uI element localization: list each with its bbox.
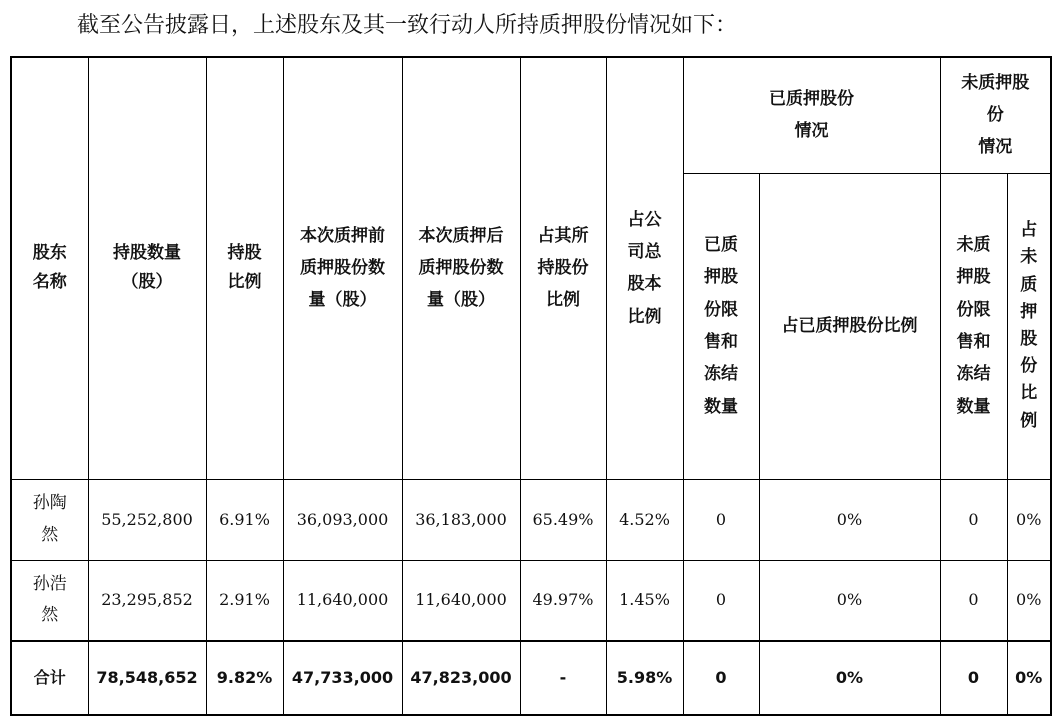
cell-holding-ratio: 6.91% — [206, 479, 283, 560]
header-pct-of-holding: 占其所 持股份 比例 — [520, 57, 606, 479]
table-row — [11, 479, 1051, 560]
cell-pledged-after: 11,640,000 — [402, 560, 520, 641]
total-pledged-ratio: 0% — [759, 641, 940, 715]
cell-shares-held: 23,295,852 — [88, 560, 206, 641]
header-pledged-restricted: 已质 押股 份限 售和 冻结 数量 — [683, 173, 759, 479]
cell-holding-ratio: 2.91% — [206, 560, 283, 641]
total-holding-ratio: 9.82% — [206, 641, 283, 715]
header-pledged-before: 本次质押前 质押股份数 量（股） — [283, 57, 402, 479]
cell-name: 孙陶 然 — [11, 479, 88, 560]
header-pledged-after: 本次质押后 质押股份数 量（股） — [402, 57, 520, 479]
total-label: 合计 — [11, 641, 88, 715]
cell-pledged-ratio: 0% — [759, 479, 940, 560]
header-row-1 — [11, 57, 1051, 173]
cell-pct-of-holding: 65.49% — [520, 479, 606, 560]
cell-pledged-after: 36,183,000 — [402, 479, 520, 560]
header-unpledged-restricted: 未质 押股 份限 售和 冻结 数量 — [940, 173, 1007, 479]
total-pledged-restricted: 0 — [683, 641, 759, 715]
header-shareholder-name: 股东 名称 — [11, 57, 88, 479]
cell-shares-held: 55,252,800 — [88, 479, 206, 560]
cell-name: 孙浩 然 — [11, 560, 88, 641]
header-pledged-ratio: 占已质押股份比例 — [759, 173, 940, 479]
cell-pledged-restricted: 0 — [683, 479, 759, 560]
header-unpledged-ratio: 占 未 质 押 股 份 比 例 — [1007, 173, 1051, 479]
cell-pledged-before: 11,640,000 — [283, 560, 402, 641]
total-unpledged-ratio: 0% — [1007, 641, 1051, 715]
total-pledged-after: 47,823,000 — [402, 641, 520, 715]
total-pct-of-total: 5.98% — [606, 641, 683, 715]
cell-pct-of-total: 4.52% — [606, 479, 683, 560]
cell-pledged-restricted: 0 — [683, 560, 759, 641]
total-pledged-before: 47,733,000 — [283, 641, 402, 715]
header-pledged-group: 已质押股份 情况 — [683, 57, 940, 173]
total-row — [11, 641, 1051, 715]
cell-unpledged-restricted: 0 — [940, 560, 1007, 641]
header-shares-held: 持股数量 （股） — [88, 57, 206, 479]
cell-unpledged-restricted: 0 — [940, 479, 1007, 560]
header-holding-ratio: 持股 比例 — [206, 57, 283, 479]
header-pct-of-total: 占公 司总 股本 比例 — [606, 57, 683, 479]
cell-unpledged-ratio: 0% — [1007, 560, 1051, 641]
total-shares-held: 78,548,652 — [88, 641, 206, 715]
cell-pledged-ratio: 0% — [759, 560, 940, 641]
cell-unpledged-ratio: 0% — [1007, 479, 1051, 560]
pledge-table — [10, 56, 1052, 716]
total-pct-of-holding: - — [520, 641, 606, 715]
cell-pct-of-holding: 49.97% — [520, 560, 606, 641]
header-unpledged-group: 未质押股 份 情况 — [940, 57, 1051, 173]
intro-text: 截至公告披露日，上述股东及其一致行动人所持质押股份情况如下： — [77, 13, 738, 38]
cell-pledged-before: 36,093,000 — [283, 479, 402, 560]
table-row — [11, 560, 1051, 641]
cell-pct-of-total: 1.45% — [606, 560, 683, 641]
total-unpledged-restricted: 0 — [940, 641, 1007, 715]
